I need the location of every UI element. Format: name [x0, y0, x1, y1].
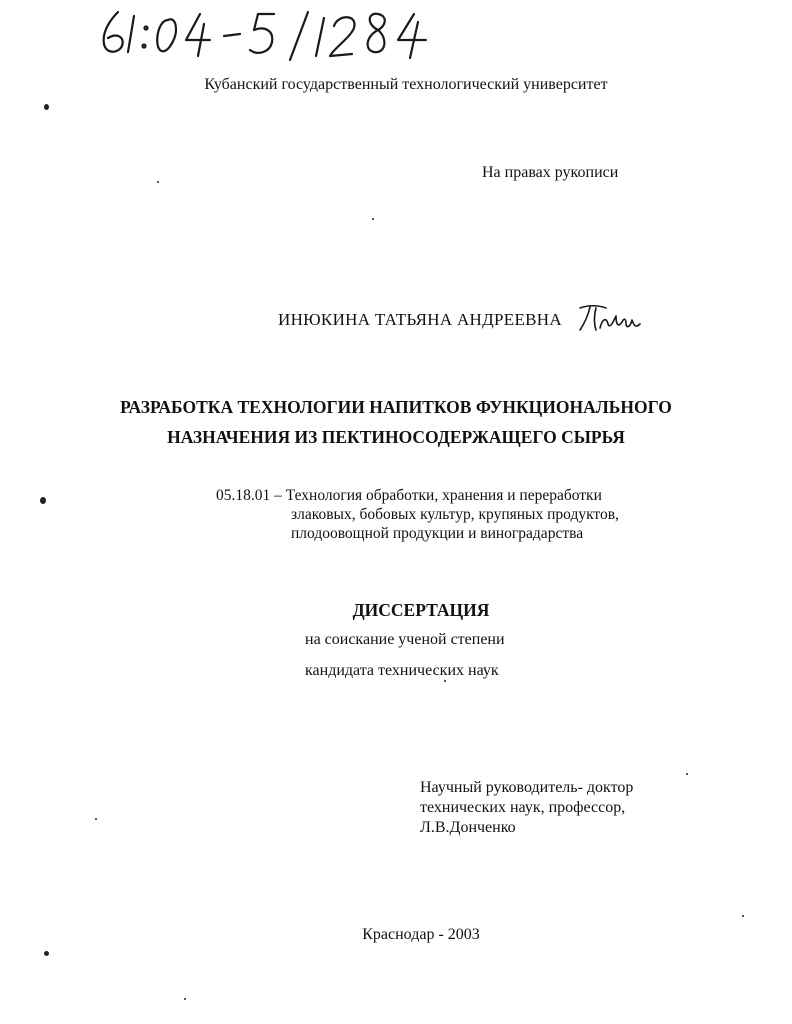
- scan-speck: [95, 818, 97, 820]
- author-name: ИНЮКИНА ТАТЬЯНА АНДРЕЕВНА: [278, 310, 562, 329]
- title-line-1: РАЗРАБОТКА ТЕХНОЛОГИИ НАПИТКОВ ФУНКЦИОНАЛЬНОГО: [120, 397, 672, 417]
- place-and-year: Краснодар - 2003: [362, 926, 480, 943]
- degree-line-1: на соискание ученой степени: [305, 631, 505, 648]
- title-line-2: НАЗНАЧЕНИЯ ИЗ ПЕКТИНОСОДЕРЖАЩЕГО СЫРЬЯ: [167, 427, 625, 447]
- scan-speck: [40, 497, 46, 504]
- supervisor-name: Л.В.Донченко: [420, 819, 516, 836]
- specialty-line-2: злаковых, бобовых культур, крупяных продуктов,: [291, 506, 619, 523]
- author-signature: [574, 302, 644, 334]
- scan-speck: [742, 915, 744, 917]
- rights-note: На правах рукописи: [482, 164, 619, 181]
- scan-speck: [372, 218, 374, 220]
- scan-speck: [444, 680, 446, 682]
- supervisor-line-1: Научный руководитель- доктор: [420, 779, 634, 796]
- specialty-line-1: 05.18.01 – Технология обработки, хранения и переработки: [216, 487, 602, 504]
- specialty-line-3: плодоовощной продукции и виноградарства: [291, 525, 584, 542]
- scan-speck: [686, 773, 688, 775]
- supervisor-line-2: технических наук, профессор,: [420, 799, 626, 816]
- degree-line-2: кандидата технических наук: [305, 662, 499, 679]
- scan-speck: [44, 104, 49, 110]
- scan-speck: [184, 998, 186, 1000]
- scan-speck: [157, 181, 159, 183]
- document-type: ДИССЕРТАЦИЯ: [352, 600, 490, 620]
- university-name: Кубанский государственный технологический университет: [204, 76, 608, 93]
- archive-number-handwriting: [96, 0, 456, 70]
- scan-speck: [44, 951, 49, 956]
